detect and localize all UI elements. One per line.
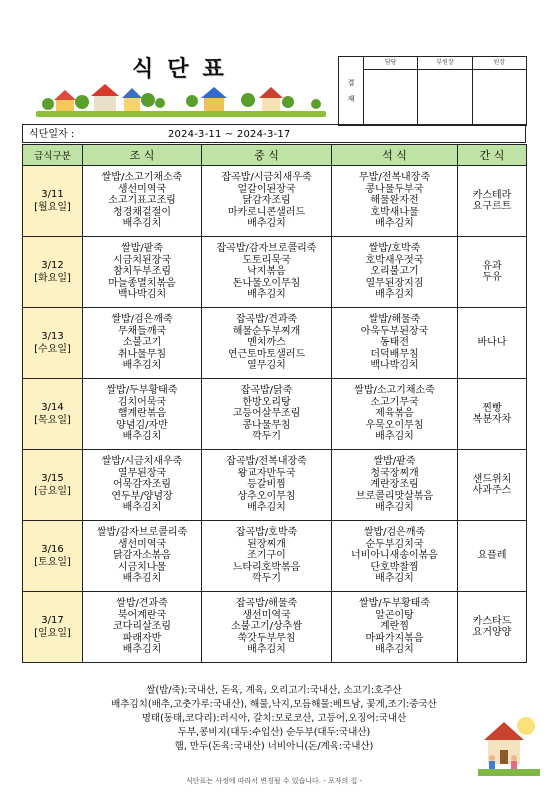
menu-item: 무채들깨국 [117,325,167,337]
menu-item: 어묵감자조림 [113,479,171,491]
menu-item: 소고기무국 [370,396,419,408]
menu-item: 배추김치 [247,289,286,301]
menu-item: 쌀밥/검은깨죽 [111,314,173,326]
header-dinner: 석 식 [332,145,458,166]
header-category: 급식구분 [23,145,83,166]
menu-item: 호박새나물 [370,206,419,218]
lunch-cell [202,521,332,592]
date-row [22,124,526,143]
lunch-cell [202,237,332,308]
dinner-cell [332,592,458,663]
table-row [23,592,527,663]
menu-item: 복분자차 [472,414,512,425]
menu-item: 무밥/전복내장죽 [359,172,430,184]
menu-item: 얼갈이된장국 [237,183,296,195]
snack-cell [458,166,527,237]
snack-cell [458,592,527,663]
menu-item: 동태전 [380,337,409,349]
menu-item: 된장찌개 [247,538,286,550]
menu-item: 조기구이 [247,550,286,562]
menu-item: 쌀밥/소고기채소죽 [354,385,435,397]
day-date: 3/11 [41,189,64,200]
menu-item: 깍두기 [252,431,281,443]
menu-item: 생선미역국 [117,183,167,195]
menu-item: 쌀밥/두부황태죽 [106,385,178,397]
menu-item: 북어계란국 [117,609,167,621]
header-lunch: 중 식 [202,145,332,166]
day-weekday: [목요일] [34,415,71,426]
menu-item: 쌀밥/두부황태죽 [359,598,430,610]
menu-item: 등갈비찜 [247,479,286,491]
breakfast-cell [83,308,202,379]
menu-item: 마늘종멸치볶음 [108,277,176,289]
menu-item: 열무김치 [247,360,286,372]
menu-item: 쌀밥/견과죽 [116,598,168,610]
date-range: 2024-3-11 ~ 2024-3-17 [168,129,291,140]
snack-cell [458,237,527,308]
menu-item: 멘치까스 [247,337,286,349]
menu-item: 요구르트 [472,201,512,212]
menu-item: 쌀밥/소고기채소죽 [101,172,183,184]
menu-item: 느타리호박볶음 [232,561,301,573]
menu-item: 해물순두부찌개 [232,325,301,337]
menu-item: 배추김치 [122,218,162,230]
menu-item: 햄계란볶음 [117,408,167,420]
menu-item: 한방오리탕 [242,396,291,408]
menu-item: 더덕배무침 [370,348,419,360]
menu-item: 배추김치 [122,431,162,443]
snack-cell [458,379,527,450]
lunch-cell [202,166,332,237]
date-label: 식단일자 : [29,129,75,140]
menu-item: 배추김치 [247,644,286,656]
menu-item: 배추김치 [247,218,286,230]
footer-note: 식단표는 사정에 따라서 변경될 수 있습니다. - 포자의 집 - [185,777,363,785]
approval-director: 원장 [473,57,526,125]
menu-item: 제육볶음 [375,408,414,420]
menu-item: 알곤이탕 [375,609,414,621]
table-row [23,450,527,521]
approval-vice-director: 부원장 [418,57,472,125]
table-row [23,521,527,592]
menu-item: 시금치된장국 [113,254,171,266]
menu-item: 배추김치 [375,502,414,514]
menu-item: 낙지볶음 [247,266,286,278]
dinner-cell [332,521,458,592]
menu-item: 소고기표고조림 [108,195,176,207]
menu-item: 배추김치 [375,573,414,585]
dinner-cell [332,450,458,521]
menu-item: 연근토마토샐러드 [227,348,306,360]
menu-item: 참치두부조림 [113,266,171,278]
menu-item: 닭감자소볶음 [113,550,171,562]
day-weekday: [일요일] [34,628,71,639]
day-cell [23,308,83,379]
menu-item: 너비아니새송이볶음 [351,550,438,562]
menu-item: 배추김치 [122,502,162,514]
dinner-cell [332,308,458,379]
menu-item: 배추김치 [247,502,286,514]
lunch-cell [202,379,332,450]
menu-item: 왕교자만두국 [237,467,296,479]
menu-item: 찐빵 [482,402,502,414]
day-date: 3/16 [41,544,64,555]
menu-item: 마파가지볶음 [365,632,424,644]
menu-item: 쌀밥/검은깨죽 [363,527,426,539]
menu-item: 사과주스 [472,485,512,496]
menu-item: 깍두기 [252,573,281,585]
origin-line: 명태(동태,코다리):러시아, 갈치:모로코산, 고등어,오징어:국내산 [141,713,407,724]
table-row [23,166,527,237]
dinner-cell [332,237,458,308]
menu-item: 쌀밥/시금치새우죽 [101,456,183,468]
dinner-cell [332,379,458,450]
menu-item: 쌀밥/팥죽 [373,456,416,468]
menu-item: 유과 [482,260,502,272]
day-cell [23,166,83,237]
lunch-cell [202,450,332,521]
menu-item: 닭감자조림 [242,195,291,207]
menu-item: 파래자반 [122,632,162,644]
snack-cell [458,450,527,521]
menu-item: 배추김치 [375,431,414,443]
menu-item: 백나박김치 [117,289,167,301]
menu-item: 쌀밥/해물죽 [368,314,421,326]
day-weekday: [월요일] [34,202,71,213]
page-title: 식단표 [132,57,238,82]
menu-item: 취나물무침 [117,348,167,360]
day-cell [23,237,83,308]
menu-item: 배추김치 [122,573,162,585]
menu-item: 쑥갓두부무침 [237,632,296,644]
menu-item: 청국장찌개 [370,467,419,479]
menu-item: 시금치나물 [117,561,167,573]
day-cell [23,592,83,663]
menu-item: 호박새우젓국 [365,254,424,266]
table-header-row [23,145,527,166]
origin-line: 햄, 만두(돈육:국내산) 너비아니(돈/계육:국내산) [174,741,374,752]
menu-item: 잡곡밥/시금치새우죽 [221,172,312,184]
menu-item: 배추김치 [122,644,162,656]
menu-item: 소불고기 [122,337,162,349]
menu-item: 쌀밥/감자브로콜리죽 [96,527,188,539]
menu-item: 콩나물무침 [242,419,291,431]
header-breakfast: 조 식 [83,145,202,166]
menu-item: 우묵오이무침 [365,419,424,431]
breakfast-cell [83,592,202,663]
menu-item: 배추김치 [375,289,414,301]
menu-item: 아욱두부된장국 [360,325,429,337]
menu-item: 상추오이무침 [237,490,296,502]
menu-item: 마카로니콘샐러드 [227,206,306,218]
menu-item: 콩나물두부국 [365,183,424,195]
menu-item: 열무된장국 [117,467,167,479]
menu-item: 쌀밥/팥죽 [120,243,163,255]
lunch-cell [202,308,332,379]
day-weekday: [토요일] [34,557,71,568]
menu-item: 요플레 [477,550,507,562]
approval-box [338,56,527,126]
menu-item: 소불고기/상추쌈 [231,621,302,633]
menu-item: 해물완자전 [370,195,419,207]
title-area [36,52,326,120]
menu-item: 카스타드 [472,615,512,627]
origin-line: 배추김치(배추,고춧가루:국내산), 해물,낙지,모듬해물:베트남, 꽃게,조기:중국산 [111,699,437,710]
dinner-cell [332,166,458,237]
day-date: 3/13 [41,331,64,342]
breakfast-cell [83,450,202,521]
menu-item: 잡곡밥/닭죽 [240,385,293,397]
menu-item: 생선미역국 [242,609,291,621]
menu-table [22,144,527,663]
day-date: 3/12 [41,260,64,271]
menu-item: 잡곡밥/전복내장죽 [226,456,307,468]
day-date: 3/17 [41,615,64,626]
day-weekday: [화요일] [34,273,71,284]
breakfast-cell [83,379,202,450]
menu-item: 요거양양 [472,627,512,638]
menu-item: 잡곡밥/해물죽 [235,598,298,610]
menu-item: 두유 [482,272,502,283]
breakfast-cell [83,237,202,308]
menu-item: 계란장조림 [370,479,419,491]
breakfast-cell [83,521,202,592]
table-row [23,379,527,450]
day-cell [23,379,83,450]
origin-line: 쌀(밥/죽):국내산, 돈육, 계육, 오리고기:국내산, 소고기:호주산 [146,685,402,696]
header-snack: 간 식 [458,145,527,166]
menu-item: 잡곡밥/견과죽 [235,314,298,326]
menu-item: 백나박김치 [370,360,419,372]
menu-item: 코다리살조림 [113,621,171,633]
menu-item: 카스테라 [472,189,512,201]
menu-item: 연두부/양념장 [111,490,173,502]
day-cell [23,450,83,521]
origin-line: 두부,콩비지(대두:수입산) 순두부(대두:국내산) [177,727,371,738]
menu-item: 도토리묵국 [242,254,291,266]
snack-cell [458,308,527,379]
menu-item: 바나나 [477,337,507,349]
menu-item: 오리불고기 [370,266,419,278]
menu-item: 잡곡밥/호박죽 [235,527,298,539]
menu-item: 브로콜리맛살볶음 [355,490,434,502]
day-weekday: [금요일] [34,486,71,497]
menu-item: 열무된장지짐 [365,277,424,289]
approval-side-label: 결 재 [339,57,364,125]
table-row [23,237,527,308]
day-cell [23,521,83,592]
menu-item: 쌀밥/호박죽 [368,243,421,255]
menu-item: 김치어묵국 [117,396,167,408]
menu-item: 생선미역국 [117,538,167,550]
approval-manager: 담당 [364,57,418,125]
day-weekday: [수요일] [34,344,71,355]
breakfast-cell [83,166,202,237]
snack-cell [458,521,527,592]
family-house-illustration-icon [478,714,540,776]
origin-notes [0,684,548,754]
menu-item: 양념김/자반 [116,419,168,431]
menu-item: 계란찜 [380,621,409,633]
menu-item: 고등어살무조림 [232,408,301,420]
table-row [23,308,527,379]
menu-item: 샌드위치 [472,473,512,485]
village-illustration-icon [36,52,326,118]
menu-item: 배추김치 [375,218,414,230]
lunch-cell [202,592,332,663]
menu-item: 돈나물오이무침 [232,277,301,289]
menu-item: 순두부김치국 [365,538,424,550]
menu-item: 배추김치 [122,360,162,372]
menu-item: 배추김치 [375,644,414,656]
menu-item: 잡곡밥/감자브로콜리죽 [216,243,317,255]
day-date: 3/14 [41,402,64,413]
menu-item: 청경채겉절이 [113,206,171,218]
day-date: 3/15 [41,473,64,484]
menu-item: 단호박찰찜 [370,561,419,573]
